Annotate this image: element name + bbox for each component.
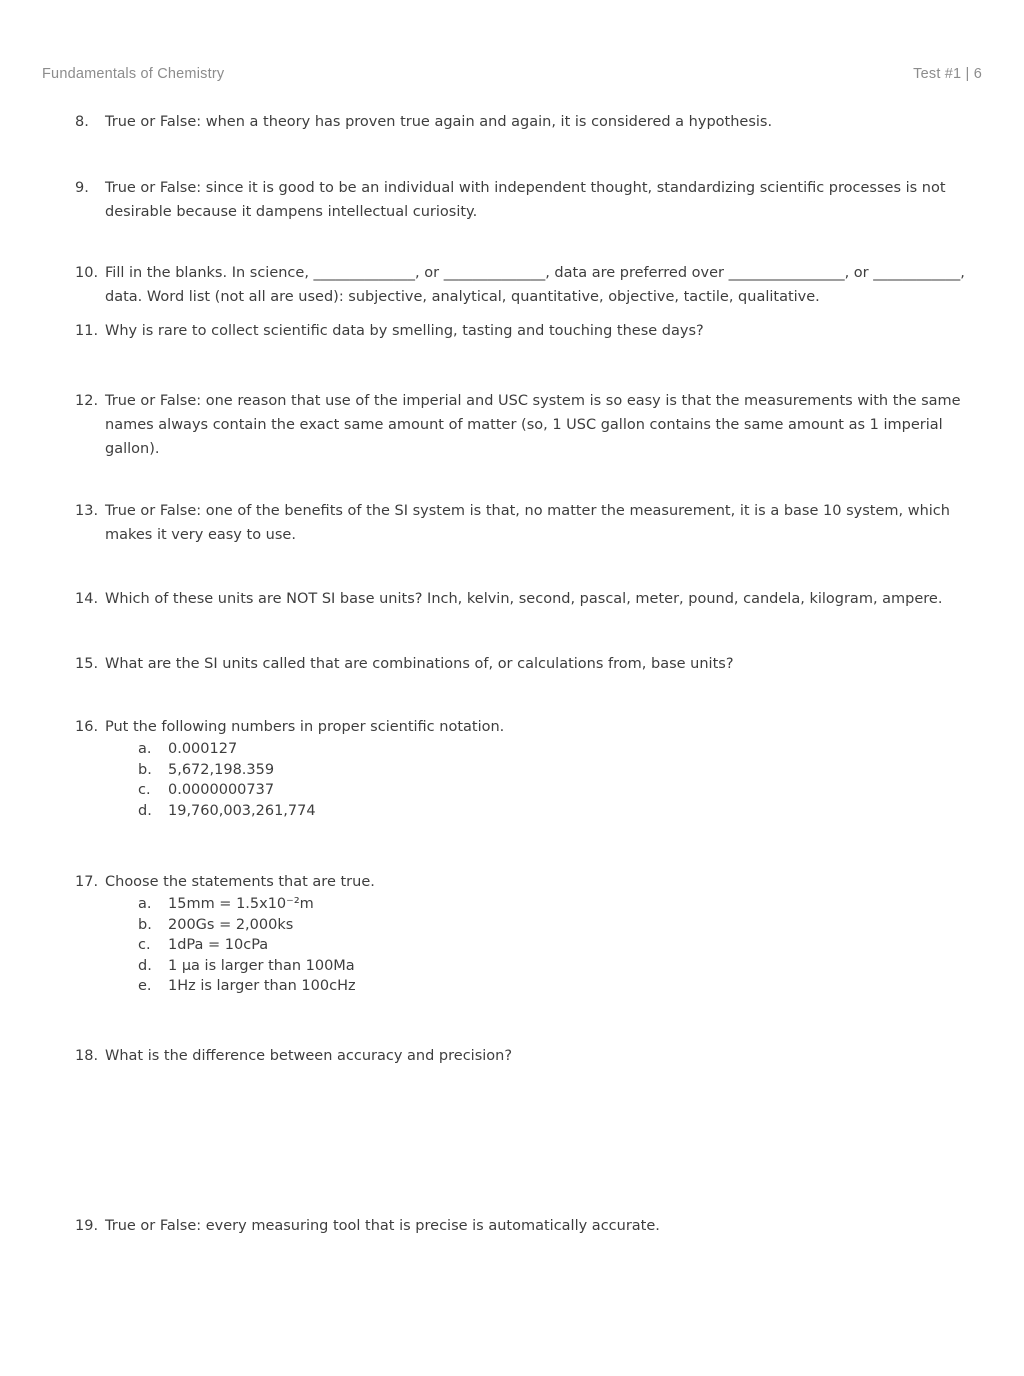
option-label: a. (138, 896, 152, 912)
option-text: 1dPa = 10cPa (168, 937, 269, 953)
question-text: True or False: one of the benefits of the SI system is that, no matter the measurement, it is a base 10 system, which makes it very easy to use. (105, 503, 950, 543)
option-c (138, 935, 985, 956)
option-b (138, 760, 985, 781)
question-number: 18. (75, 1047, 99, 1064)
question-10 (75, 261, 985, 309)
question-text: True or False: one reason that use of the imperial and USC system is so easy is that the measurements with the same names always contain the exact same amount of matter (so, 1 USC gallon contains the same amount as 1 imperial gallon). (105, 393, 961, 457)
option-text: 1Hz is larger than 100cHz (168, 978, 356, 994)
question-13 (75, 499, 985, 547)
option-b (138, 915, 985, 936)
question-number: 16. (75, 719, 99, 735)
question-17-options (138, 894, 985, 997)
option-label: c. (138, 782, 151, 798)
question-text: Why is rare to collect scientific data by smelling, tasting and touching these days? (105, 323, 704, 339)
question-number: 11. (75, 323, 99, 339)
question-9 (75, 176, 985, 224)
question-text: What are the SI units called that are combinations of, or calculations from, base units? (105, 656, 734, 672)
question-text: Choose the statements that are true. (105, 874, 375, 890)
option-c (138, 780, 985, 801)
question-number: 10. (75, 265, 99, 281)
option-text: 200Gs = 2,000ks (168, 916, 294, 933)
page-indicator: Test #1 | 6 (913, 66, 982, 82)
question-number: 14. (75, 591, 99, 607)
question-12 (75, 389, 985, 461)
question-number: 12. (75, 393, 99, 409)
option-label: b. (138, 761, 152, 778)
question-17 (75, 870, 985, 997)
question-number: 17. (75, 874, 99, 890)
question-text: What is the difference between accuracy and precision? (105, 1047, 513, 1064)
question-text: True or False: every measuring tool that is precise is automatically accurate. (105, 1217, 660, 1234)
question-8 (75, 110, 985, 134)
option-text: 5,672,198.359 (168, 761, 275, 778)
question-text: True or False: when a theory has proven true again and again, it is considered a hypothesis. (105, 114, 773, 130)
option-text: 0.0000000737 (168, 782, 275, 798)
question-text: True or False: since it is good to be an individual with independent thought, standardizing scientific processes is not desirable because it dampens intellectual curiosity. (105, 180, 946, 220)
option-text: 1 μa is larger than 100Ma (168, 957, 355, 974)
question-15 (75, 652, 985, 676)
question-number: 9. (75, 180, 89, 196)
page-header (0, 0, 1024, 84)
option-label: b. (138, 916, 152, 933)
option-a (138, 894, 985, 915)
question-16 (75, 715, 985, 821)
option-d (138, 956, 985, 977)
option-text: 19,760,003,261,774 (168, 802, 316, 819)
question-number: 8. (75, 114, 89, 130)
option-label: d. (138, 957, 152, 974)
question-16-options (138, 739, 985, 821)
option-a (138, 739, 985, 760)
question-number: 19. (75, 1217, 99, 1234)
option-text: 0.000127 (168, 741, 238, 757)
option-label: e. (138, 978, 152, 994)
option-e (138, 976, 985, 997)
question-text: Put the following numbers in proper scientific notation. (105, 719, 505, 735)
question-14 (75, 587, 985, 611)
option-d (138, 801, 985, 822)
question-11 (75, 319, 985, 343)
question-18 (75, 1044, 985, 1068)
option-label: d. (138, 802, 152, 819)
option-text: 15mm = 1.5x10⁻²m (168, 896, 314, 912)
option-label: c. (138, 937, 151, 953)
question-19 (75, 1214, 985, 1238)
question-text: Fill in the blanks. In science, ______________, or ______________, data are preferred over ________________, or ____________, data. Word list (not all are used): subjective, analytical, quantitative, objective, tactile, qualitative. (105, 265, 965, 305)
course-title: Fundamentals of Chemistry (42, 66, 225, 82)
question-number: 13. (75, 503, 99, 519)
option-label: a. (138, 741, 152, 757)
question-list (75, 110, 985, 1238)
question-number: 15. (75, 656, 99, 672)
question-text: Which of these units are NOT SI base units? Inch, kelvin, second, pascal, meter, pound, candela, kilogram, ampere. (105, 591, 943, 607)
